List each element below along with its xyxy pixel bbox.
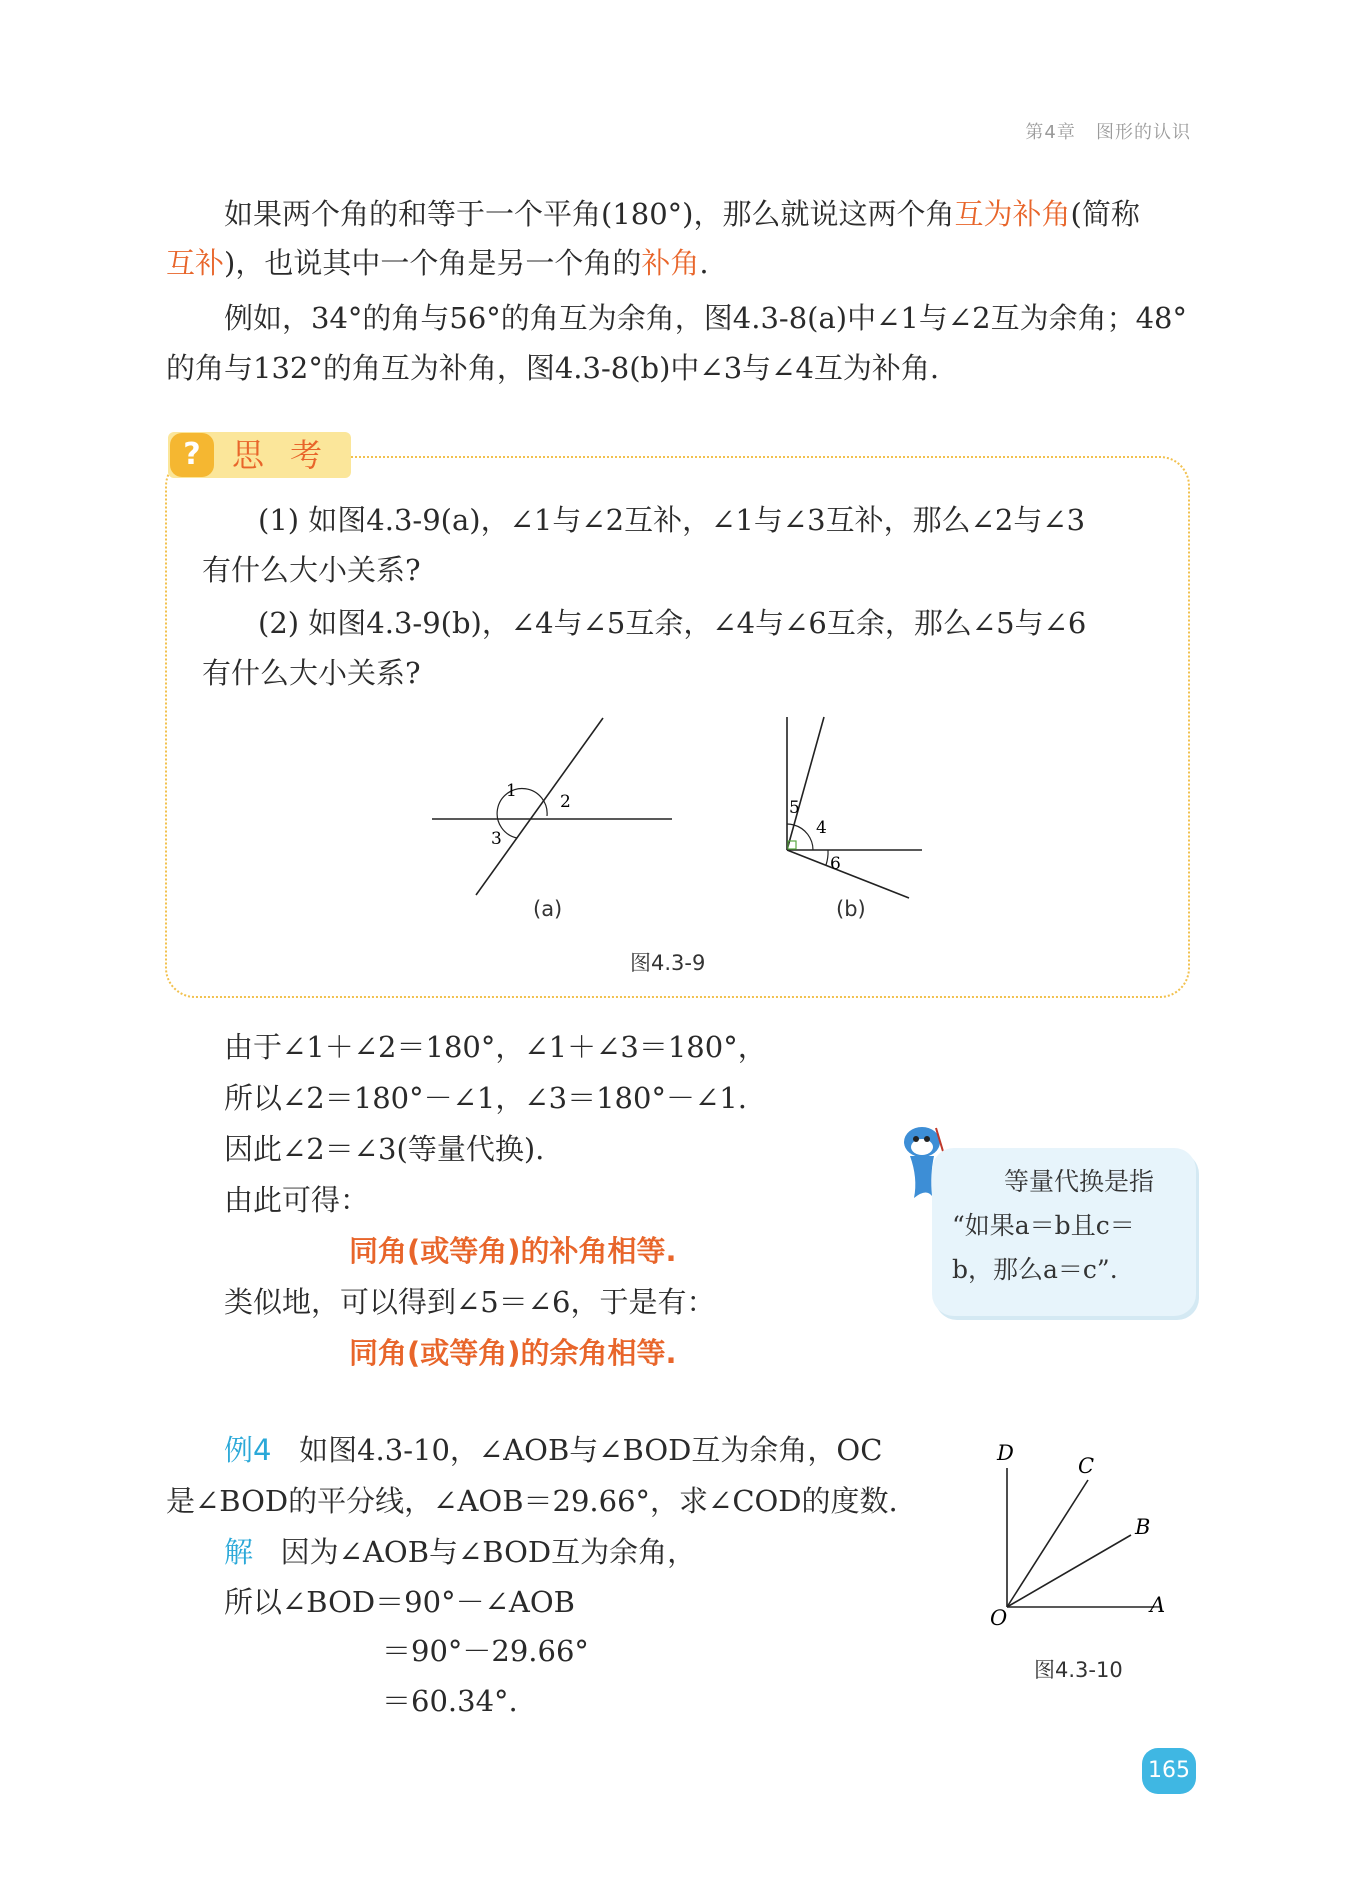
figure-a-slanted-line xyxy=(476,718,603,895)
tip-line-3: b，那么a＝c”. xyxy=(952,1255,1118,1284)
lightbulb-icon: ? xyxy=(170,433,214,477)
reasoning-line-5: 类似地，可以得到∠5＝∠6，于是有： xyxy=(224,1285,716,1319)
intro-example-line-2: 的角与132°的角互为补角，图4.3-8(b)中∠3与∠4互为补角. xyxy=(166,351,940,385)
think-q1-line-1: (1) 如图4.3-9(a)，∠1与∠2互补，∠1与∠3互补，那么∠2与∠3 xyxy=(258,503,1086,537)
solution-line-1: 解 因为∠AOB与∠BOD互为余角， xyxy=(224,1535,697,1569)
ray-ob xyxy=(1007,1535,1131,1607)
solution-line-3: ＝90°－29.66° xyxy=(382,1634,589,1668)
intro-example-line-1: 例如，34°的角与56°的角互为余角，图4.3-8(a)中∠1与∠2互为余角；48° xyxy=(224,301,1187,335)
figure-b-arc-4 xyxy=(794,825,813,850)
figure-a-label-2: 2 xyxy=(560,792,571,812)
tip-line-1: 等量代换是指 xyxy=(1004,1167,1155,1196)
conclusion-complementary: 同角(或等角)的余角相等. xyxy=(349,1336,677,1370)
label-c: C xyxy=(1078,1454,1095,1478)
figure-b-arc-6 xyxy=(826,850,828,865)
figure-b-label-6: 6 xyxy=(830,854,841,874)
solution-label: 解 xyxy=(224,1535,254,1569)
figure-b xyxy=(787,717,922,898)
figure-a xyxy=(432,718,672,895)
figure-b-arc-5 xyxy=(787,824,794,825)
chapter-title: 图形的认识 xyxy=(1096,122,1191,143)
example-label: 例4 xyxy=(224,1433,272,1467)
solution-line-2: 所以∠BOD＝90°－∠AOB xyxy=(224,1585,575,1619)
label-d: D xyxy=(997,1441,1014,1465)
label-a: A xyxy=(1150,1593,1166,1617)
think-title: 思考 xyxy=(232,436,349,474)
figure-4-3-10-caption: 图4.3-10 xyxy=(1034,1658,1123,1682)
tip-line-2: “如果a＝b且c＝ xyxy=(952,1211,1135,1240)
intro-line-2: 互补)，也说其中一个角是另一个角的补角. xyxy=(166,246,709,280)
term-supplement: 补角 xyxy=(641,246,700,280)
think-q2-line-2: 有什么大小关系? xyxy=(202,656,421,690)
term-supplementary: 互为补角 xyxy=(954,197,1071,231)
think-q1-line-2: 有什么大小关系? xyxy=(202,553,421,587)
reasoning-line-1: 由于∠1＋∠2＝180°，∠1＋∠3＝180°， xyxy=(224,1030,767,1064)
figure-4-3-10 xyxy=(985,1440,1175,1640)
figure-b-label-5: 5 xyxy=(789,798,800,818)
chapter-number: 第4章 xyxy=(1025,122,1076,143)
figure-b-ray-6 xyxy=(787,850,909,898)
reasoning-line-3: 因此∠2＝∠3(等量代换). xyxy=(224,1132,545,1166)
example-line-2: 是∠BOD的平分线，∠AOB＝29.66°，求∠COD的度数. xyxy=(166,1484,898,1518)
intro-line-1: 如果两个角的和等于一个平角(180°)，那么就说这两个角互为补角(简称 xyxy=(224,197,1140,231)
figure-a-label-1: 1 xyxy=(506,781,517,801)
ray-oc xyxy=(1007,1480,1088,1607)
label-o: O xyxy=(990,1606,1008,1630)
figure-a-sublabel: (a) xyxy=(533,897,563,921)
figure-b-label-4: 4 xyxy=(816,818,827,838)
label-b: B xyxy=(1135,1515,1151,1539)
example-line-1: 例4 如图4.3-10，∠AOB与∠BOD互为余角，OC xyxy=(224,1433,883,1467)
tip-bubble xyxy=(932,1148,1196,1316)
figure-b-sublabel: (b) xyxy=(836,897,866,921)
term-short: 互补 xyxy=(166,246,225,280)
chapter-header xyxy=(1025,118,1191,144)
think-q2-line-1: (2) 如图4.3-9(b)，∠4与∠5互余，∠4与∠6互余，那么∠5与∠6 xyxy=(258,606,1087,640)
reasoning-line-4: 由此可得： xyxy=(224,1183,370,1217)
conclusion-supplementary: 同角(或等角)的补角相等. xyxy=(349,1234,677,1268)
page-number: 165 xyxy=(1142,1748,1196,1794)
figure-4-3-9-caption: 图4.3-9 xyxy=(630,951,706,975)
figure-a-label-3: 3 xyxy=(491,829,502,849)
reasoning-line-2: 所以∠2＝180°－∠1，∠3＝180°－∠1. xyxy=(224,1081,747,1115)
solution-line-4: ＝60.34°. xyxy=(382,1684,518,1718)
